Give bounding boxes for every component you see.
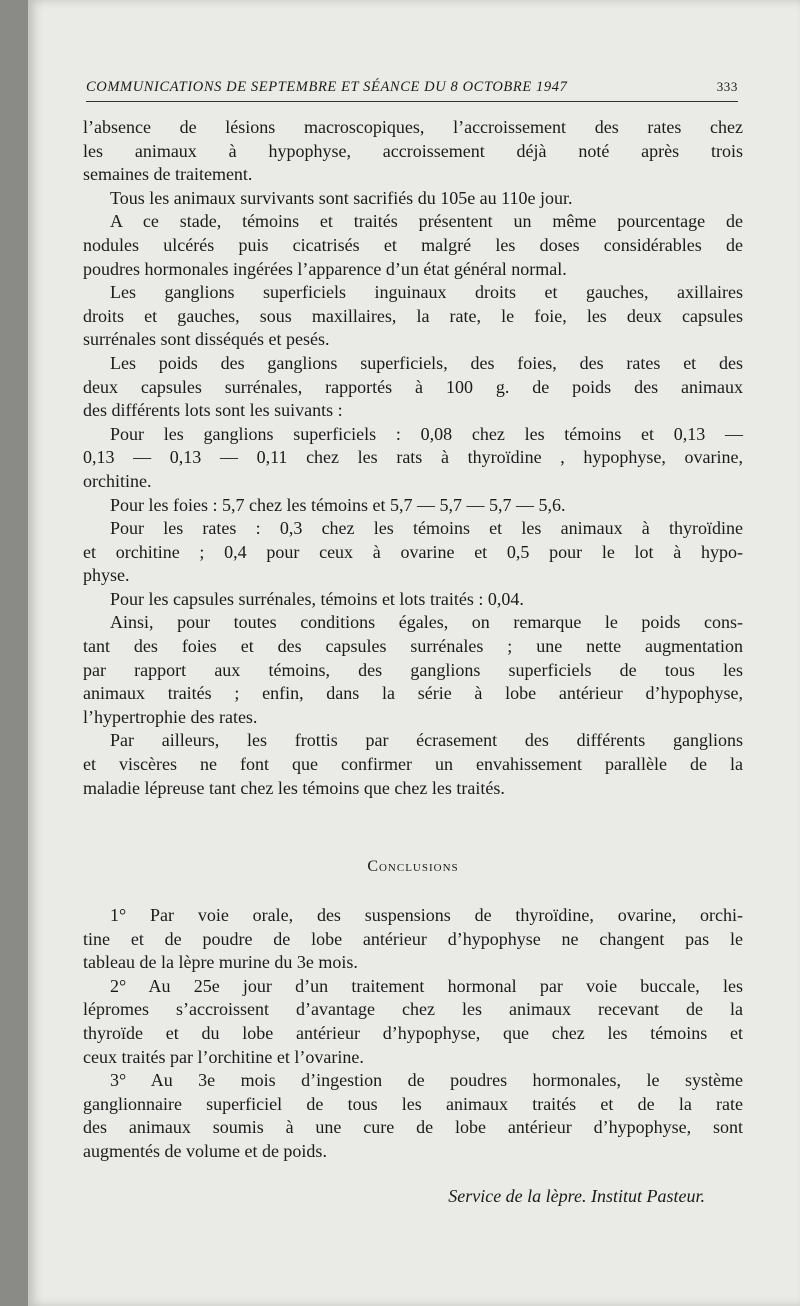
text-line: animaux traités ; enfin, dans la série à lobe antérieur d’hypophyse, <box>83 683 743 704</box>
running-title: COMMUNICATIONS DE SEPTEMBRE ET SÉANCE DU 8 OCTOBRE 1947 <box>86 79 568 95</box>
text-line: ganglionnaire superficiel de tous les animaux traités et de la rate <box>83 1093 743 1114</box>
text-line: l’absence de lésions macroscopiques, l’accroissement des rates chez <box>83 117 743 137</box>
text-line: Pour les rates : 0,3 chez les témoins et les animaux à thyroïdine <box>110 518 743 539</box>
page-number: 333 <box>716 79 738 94</box>
text-line: des animaux soumis à une cure de lobe antérieur d’hypophyse, sont <box>83 1117 743 1138</box>
text-line: nodules ulcérés puis cicatrisés et malgré les doses considérables de <box>83 234 743 255</box>
paragraph <box>83 588 743 612</box>
text-line: Pour les foies : 5,7 chez les témoins et 5,7 — 5,7 — 5,7 — 5,6. <box>110 494 566 515</box>
paragraph <box>83 904 743 975</box>
text-line: poudres hormonales ingérées l’apparence d’un état général normal. <box>83 258 567 279</box>
paragraph <box>83 423 743 494</box>
text-line: 0,13 — 0,13 — 0,11 chez les rats à thyroïdine , hypophyse, ovarine, <box>83 447 743 468</box>
main-text <box>83 116 743 800</box>
text-line: tant des foies et des capsules surrénales ; une nette augmentation <box>83 636 743 657</box>
paragraph <box>83 611 743 729</box>
paragraph <box>83 975 743 1069</box>
text-line: thyroïde et du lobe antérieur d’hypophyse, que chez les témoins et <box>83 1022 743 1043</box>
signature: Service de la lèpre. Institut Pasteur. <box>448 1186 705 1206</box>
text-line: maladie lépreuse tant chez les témoins que chez les traités. <box>83 777 505 798</box>
paragraph <box>83 116 743 187</box>
text-line: l’hypertrophie des rates. <box>83 706 258 727</box>
text-line: orchitine. <box>83 470 152 491</box>
text-line: ceux traités par l’orchitine et l’ovarine. <box>83 1046 364 1067</box>
text-line: deux capsules surrénales, rapportés à 100 g. de poids des animaux <box>83 376 743 397</box>
text-line: 1° Par voie orale, des suspensions de thyroïdine, ovarine, orchi- <box>110 905 743 925</box>
paragraph <box>83 352 743 423</box>
text-line: Les poids des ganglions superficiels, des foies, des rates et des <box>110 352 743 373</box>
text-line: et viscères ne font que confirmer un envahissement parallèle de la <box>83 754 743 775</box>
text-line: A ce stade, témoins et traités présentent un même pourcentage de <box>110 211 743 232</box>
text-line: semaines de traitement. <box>83 164 253 185</box>
paragraph <box>83 494 743 518</box>
text-line: des différents lots sont les suivants : <box>83 400 343 421</box>
text-line: Pour les ganglions superficiels : 0,08 chez les témoins et 0,13 — <box>110 423 743 444</box>
paragraph <box>83 210 743 281</box>
text-line: tableau de la lèpre murine du 3e mois. <box>83 952 358 973</box>
text-line: droits et gauches, sous maxillaires, la rate, le foie, les deux capsules <box>83 305 743 326</box>
running-header <box>86 79 738 102</box>
text-line: Ainsi, pour toutes conditions égales, on remarque le poids cons- <box>110 612 743 633</box>
conclusions-heading: Conclusions <box>367 858 459 875</box>
paragraph <box>83 281 743 352</box>
text-line: Les ganglions superficiels inguinaux droits et gauches, axillaires <box>110 282 743 303</box>
text-line: surrénales sont disséqués et pesés. <box>83 329 330 350</box>
text-line: Pour les capsules surrénales, témoins et lots traités : 0,04. <box>110 588 524 609</box>
text-line: Tous les animaux survivants sont sacrifiés du 105e au 110e jour. <box>110 187 573 208</box>
text-line: lépromes s’accroissent d’avantage chez les animaux recevant de la <box>83 999 743 1020</box>
paragraph <box>83 517 743 588</box>
text-line: 2° Au 25e jour d’un traitement hormonal par voie buccale, les <box>110 975 743 996</box>
text-line: tine et de poudre de lobe antérieur d’hypophyse ne changent pas le <box>83 928 743 949</box>
text-line: augmentés de volume et de poids. <box>83 1140 327 1161</box>
paragraph <box>83 187 743 211</box>
paragraph <box>83 1069 743 1163</box>
paragraph <box>83 729 743 800</box>
text-line: Par ailleurs, les frottis par écrasement des différents ganglions <box>110 730 743 751</box>
text-line: 3° Au 3e mois d’ingestion de poudres hormonales, le système <box>110 1070 743 1091</box>
document-page <box>28 0 800 1306</box>
text-line: et orchitine ; 0,4 pour ceux à ovarine et 0,5 pour le lot à hypo- <box>83 541 743 562</box>
text-line: les animaux à hypophyse, accroissement déjà noté après trois <box>83 140 743 161</box>
conclusions-text <box>83 904 743 1164</box>
text-line: par rapport aux témoins, des ganglions superficiels de tous les <box>83 659 743 680</box>
text-line: physe. <box>83 565 130 586</box>
